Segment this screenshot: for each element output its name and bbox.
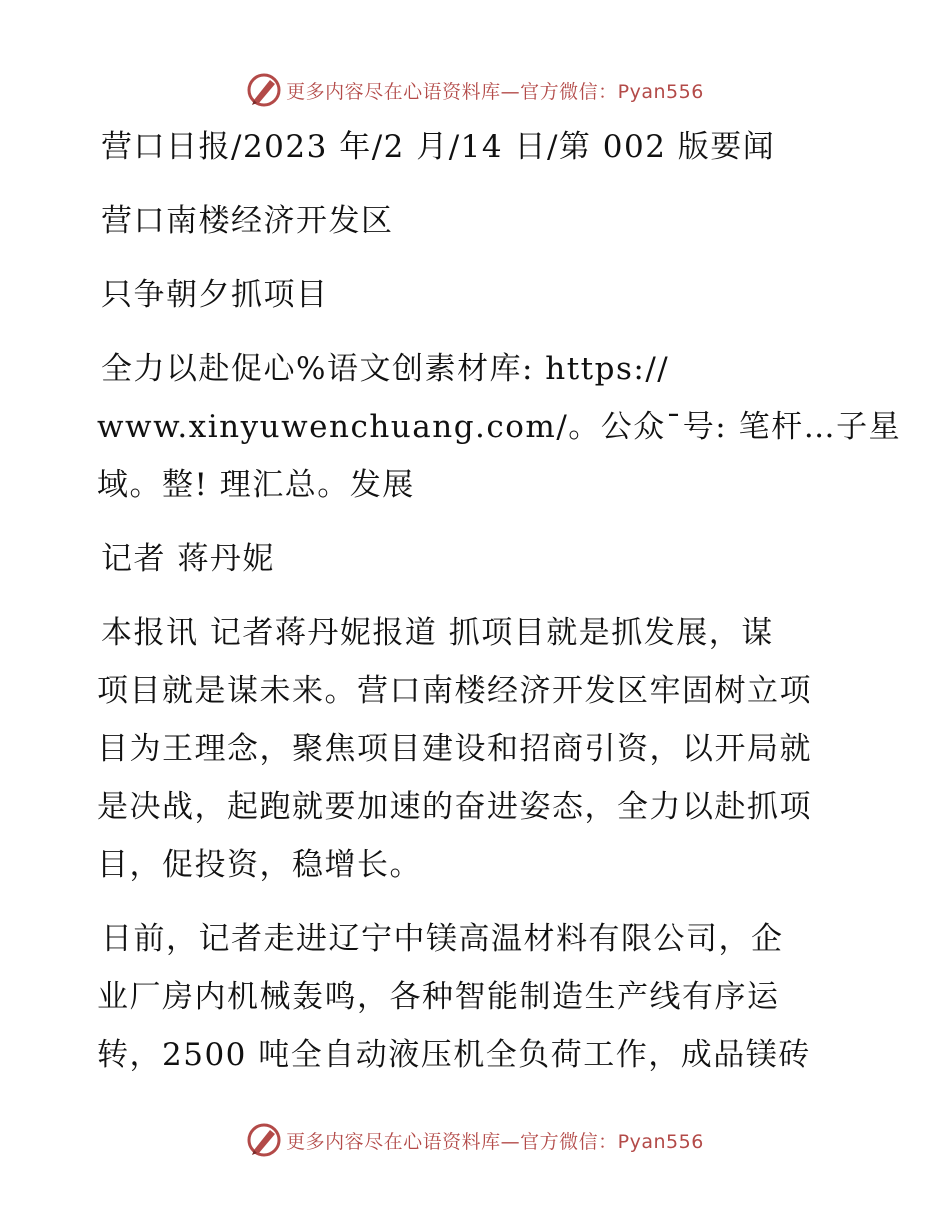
publication-info-line: 营口日报/2023 年/2 月/14 日/第 002 版要闻 xyxy=(101,129,776,165)
paragraph-line: 项目就是谋未来。营口南楼经济开发区牢固树立项 xyxy=(97,673,812,709)
subheadline-line: 域。整! 理汇总。发展 xyxy=(97,467,415,503)
paragraph-line: 目，促投资，稳增长。 xyxy=(97,847,422,883)
headline: 只争朝夕抓项目 xyxy=(101,277,329,313)
byline: 记者 蒋丹妮 xyxy=(101,541,275,577)
paragraph-line: 是决战，起跑就要加速的奋进姿态，全力以赴抓项 xyxy=(97,789,812,825)
region-heading: 营口南楼经济开发区 xyxy=(101,203,394,239)
subheadline-line: 全力以赴促心%语文创素材库: https:// xyxy=(101,351,670,387)
header-watermark-banner xyxy=(0,70,950,110)
subheadline-line: www.xinyuwenchuang.com/。公众¯号: 笔杆…子星 xyxy=(97,409,902,445)
pen-logo-icon xyxy=(246,1122,282,1158)
paragraph-line: 本报讯 记者蒋丹妮报道 抓项目就是抓发展，谋 xyxy=(101,615,774,651)
paragraph-line: 目为王理念，聚焦项目建设和招商引资，以开局就 xyxy=(97,731,812,767)
paragraph-line: 日前，记者走进辽宁中镁高温材料有限公司，企 xyxy=(101,921,784,957)
header-watermark-text: 更多内容尽在心语资料库—官方微信：Pyan556 xyxy=(286,80,704,103)
footer-watermark-text: 更多内容尽在心语资料库—官方微信：Pyan556 xyxy=(286,1130,704,1153)
footer-watermark-banner xyxy=(0,1120,950,1160)
pen-logo-icon xyxy=(246,72,282,108)
paragraph-line: 转，2500 吨全自动液压机全负荷工作，成品镁砖 xyxy=(97,1037,811,1073)
paragraph-line: 业厂房内机械轰鸣，各种智能制造生产线有序运 xyxy=(97,979,780,1015)
